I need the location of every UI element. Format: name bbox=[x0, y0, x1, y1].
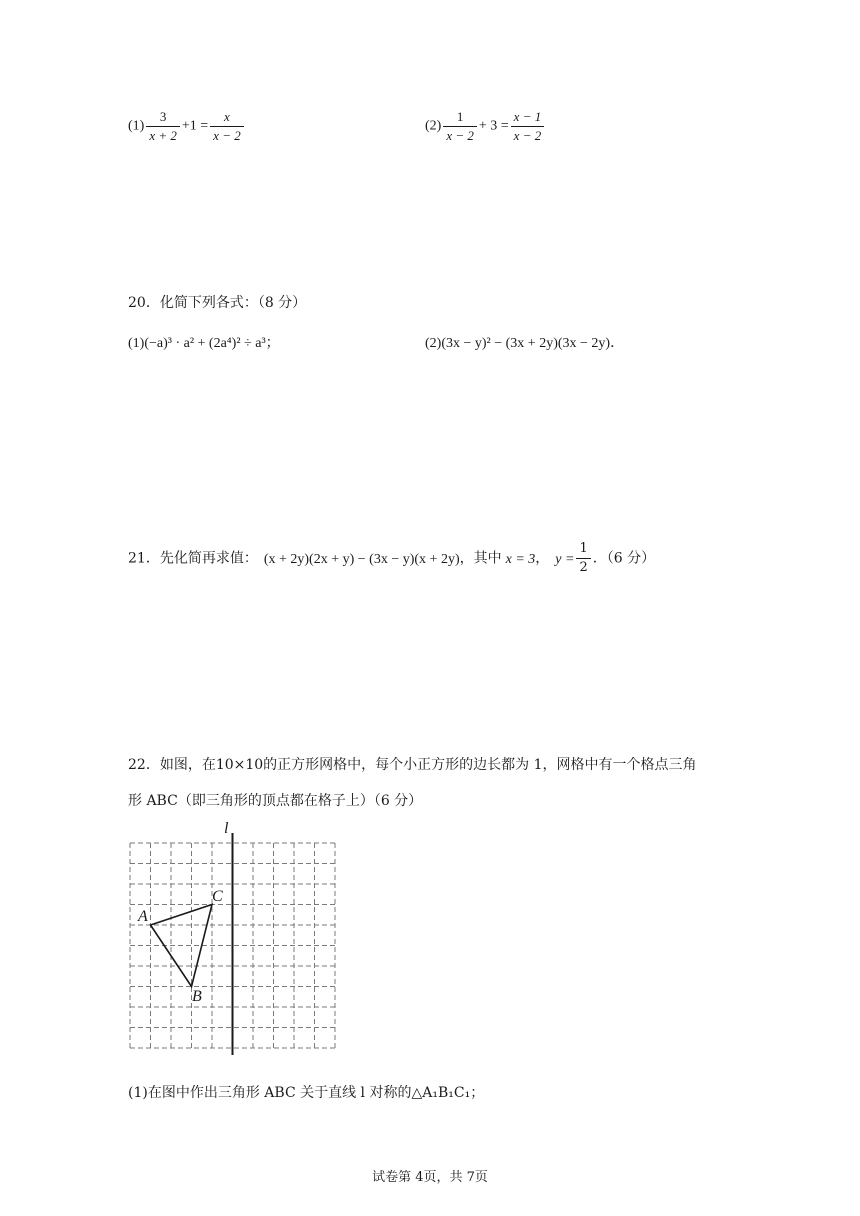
q19-p2-frac1 bbox=[443, 108, 477, 145]
label-b: B bbox=[192, 988, 202, 1005]
q21-y-fraction bbox=[576, 540, 590, 577]
q19-p2-frac2 bbox=[511, 108, 545, 145]
q21-cond-y: y = bbox=[555, 551, 575, 567]
page-footer: 试卷第 4页，共 7页 bbox=[372, 1170, 488, 1185]
q19-p2-frac2-num: x − 1 bbox=[511, 108, 545, 127]
q22-line2: 形 ABC（即三角形的顶点都在格子上）（6 分） bbox=[128, 793, 423, 809]
q19-p1-label: (1) bbox=[128, 118, 145, 134]
q21-cond-x: x = 3 bbox=[505, 551, 536, 567]
q22-line1: 22．如图，在10×10的正方形网格中，每个小正方形的边长都为 1，网格中有一个格点三角 bbox=[128, 757, 697, 773]
q21 bbox=[128, 540, 655, 577]
q19-p1-frac1-den: x + 2 bbox=[149, 128, 177, 143]
q21-prefix: 21．先化简再求值： bbox=[128, 550, 258, 567]
label-c: C bbox=[212, 888, 223, 905]
q19-p1-frac2 bbox=[210, 108, 244, 145]
q21-suffix: ．（6 分） bbox=[592, 550, 656, 567]
q19-part2 bbox=[425, 108, 546, 145]
q19-p2-frac1-num: 1 bbox=[443, 108, 477, 127]
q19-p2-frac2-den: x − 2 bbox=[513, 128, 542, 143]
q21-y-num: 1 bbox=[576, 540, 590, 559]
label-l: l bbox=[224, 820, 229, 837]
q19-part1 bbox=[128, 108, 246, 145]
q21-y-den: 2 bbox=[579, 560, 588, 575]
q20-part2: (2)(3x − y)² − (3x + 2y)(3x − 2y)． bbox=[425, 336, 625, 351]
q19-p1-frac1-num: 3 bbox=[146, 108, 180, 127]
q21-expression: (x + 2y)(2x + y) − (3x − y)(x + 2y) bbox=[263, 551, 460, 567]
q19-p2-mid: + 3 = bbox=[478, 118, 509, 134]
q20-part1: (1)(−a)³ · a² + (2a⁴)² ÷ a³； bbox=[128, 336, 280, 351]
q21-mid: ，其中 bbox=[459, 550, 502, 567]
label-a: A bbox=[138, 908, 148, 925]
q19-p1-frac1 bbox=[146, 108, 180, 145]
q19-p1-mid: +1 = bbox=[181, 118, 209, 134]
q19-p2-frac1-den: x − 2 bbox=[446, 128, 474, 143]
q21-comma: ， bbox=[535, 550, 550, 567]
q19-p2-label: (2) bbox=[425, 118, 442, 134]
grid-figure bbox=[120, 815, 350, 1065]
q19-p1-frac2-num: x bbox=[210, 108, 244, 127]
q19-p1-frac2-den: x − 2 bbox=[213, 128, 241, 143]
q20-heading: 20．化简下列各式：（8 分） bbox=[128, 295, 307, 311]
q22-sub1: (1)在图中作出三角形 ABC 关于直线 l 对称的△A₁B₁C₁； bbox=[128, 1085, 485, 1101]
